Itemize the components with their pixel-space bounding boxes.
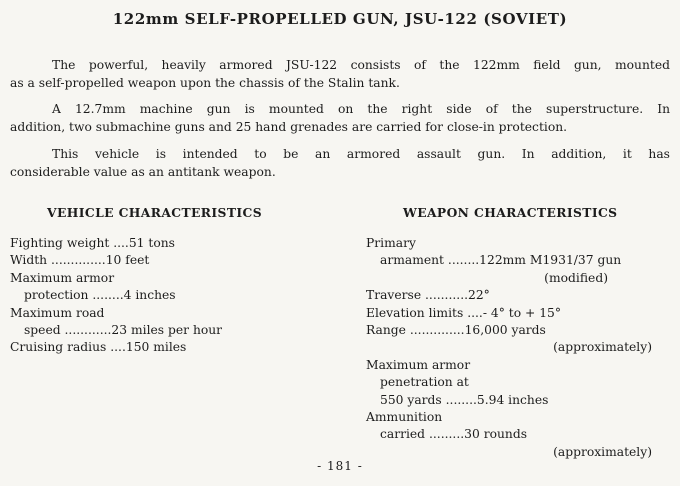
spec-line: Range ..............16,000 yards xyxy=(366,322,546,337)
spec-line: Traverse ...........22° xyxy=(366,288,490,303)
spec-line: Cruising radius ....150 miles xyxy=(10,340,187,355)
paragraph-3-line-1: This vehicle is intended to be an armored assault gun. In addition, it has xyxy=(52,147,670,161)
spec-line: protection ........4 inches xyxy=(24,288,176,303)
spec-line: (approximately) xyxy=(553,444,652,459)
paragraph-1 xyxy=(10,56,670,92)
weapon-characteristics-list xyxy=(366,235,652,461)
page-title: 122mm SELF-PROPELLED GUN, JSU-122 (SOVIET) xyxy=(112,10,568,28)
spec-line: 550 yards ........5.94 inches xyxy=(380,392,549,407)
paragraph-1-line-1: The powerful, heavily armored JSU-122 consists of the 122mm field gun, mounted xyxy=(52,58,670,72)
vehicle-characteristics-heading: VEHICLE CHARACTERISTICS xyxy=(47,205,263,220)
spec-line: penetration at xyxy=(380,375,469,390)
spec-line: armament ........122mm M1931/37 gun xyxy=(380,253,622,268)
spec-line: speed ............23 miles per hour xyxy=(24,322,223,337)
spec-line: Fighting weight ....51 tons xyxy=(10,236,175,250)
spec-line: (modified) xyxy=(544,270,608,285)
page-number: - 181 - xyxy=(317,459,363,473)
paragraph-3-line-2: considerable value as an antitank weapon. xyxy=(10,165,276,179)
spec-line: (approximately) xyxy=(553,340,652,355)
paragraph-3 xyxy=(10,145,670,181)
paragraph-1-line-2: as a self-propelled weapon upon the chassis of the Stalin tank. xyxy=(10,76,400,90)
paragraph-2-line-1: A 12.7mm machine gun is mounted on the right side of the superstructure. In xyxy=(52,102,670,116)
spec-line: Ammunition xyxy=(366,409,443,424)
paragraph-2-line-2: addition, two submachine guns and 25 hand grenades are carried for close-in protection. xyxy=(10,120,568,134)
weapon-characteristics-heading: WEAPON CHARACTERISTICS xyxy=(403,205,618,220)
spec-line: Primary xyxy=(366,236,416,250)
spec-line: Maximum armor xyxy=(10,270,115,285)
spec-line: Width ..............10 feet xyxy=(10,253,150,268)
spec-line: carried .........30 rounds xyxy=(380,427,528,442)
vehicle-characteristics-list xyxy=(10,235,222,357)
spec-line: Elevation limits ....- 4° to + 15° xyxy=(366,305,562,320)
spec-line: Maximum road xyxy=(10,305,105,320)
spec-line: Maximum armor xyxy=(366,357,471,372)
paragraph-2 xyxy=(10,100,670,136)
